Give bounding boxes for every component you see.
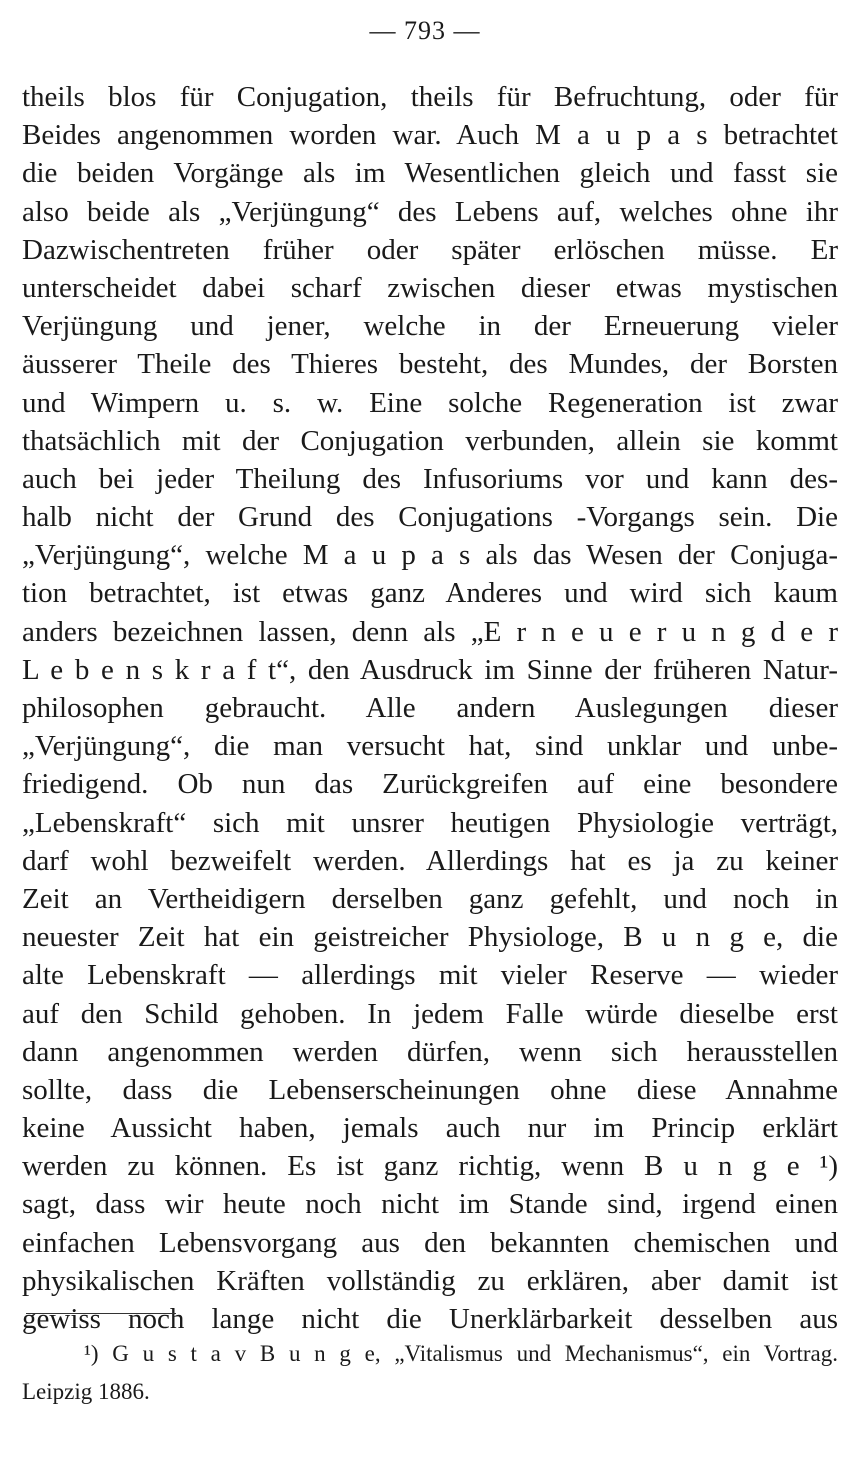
text-line: friedigend. Ob nun das Zurückgreifen auf eine besondere xyxy=(22,768,838,801)
text-line: also beide als „Verjüngung“ des Lebens auf, welches ohne ihr xyxy=(22,195,838,228)
footnote-divider xyxy=(26,1313,176,1314)
text-line: die beiden Vorgänge als im Wesentlichen gleich und fasst sie xyxy=(22,157,838,190)
text-line: unterscheidet dabei scharf zwischen dieser etwas mystischen xyxy=(22,271,838,304)
text-line: Dazwischentreten früher oder später erlöschen müsse. Er xyxy=(22,233,838,266)
text-line: neuester Zeit hat ein geistreicher Physiologe, B u n g e, die xyxy=(22,921,838,954)
text-line: anders bezeichnen lassen, denn als „E r n e u e r u n g d e r xyxy=(22,615,838,648)
text-line: keine Aussicht haben, jemals auch nur im Princip erklärt xyxy=(22,1112,838,1145)
page-number: — 793 — xyxy=(369,16,481,45)
text-line: „Verjüngung“, die man versucht hat, sind unklar und unbe- xyxy=(22,730,838,763)
body-text xyxy=(22,78,838,1338)
text-line: alte Lebenskraft — allerdings mit vieler Reserve — wieder xyxy=(22,959,838,992)
footnote-line: ¹) G u s t a v B u n g e, „Vitalismus und Mechanismus“, ein Vortrag. xyxy=(84,1341,838,1366)
text-line: theils blos für Conjugation, theils für Befruchtung, oder für xyxy=(22,81,838,113)
text-line: gewiss noch lange nicht die Unerklärbarkeit desselben aus xyxy=(22,1303,838,1335)
text-line: tion betrachtet, ist etwas ganz Anderes und wird sich kaum xyxy=(22,577,838,610)
text-line: thatsächlich mit der Conjugation verbunden, allein sie kommt xyxy=(22,424,838,457)
text-line: darf wohl bezweifelt werden. Allerdings hat es ja zu keiner xyxy=(22,844,838,877)
text-line: auf den Schild gehoben. In jedem Falle würde dieselbe erst xyxy=(22,997,838,1030)
text-line: physikalischen Kräften vollständig zu erklären, aber damit ist xyxy=(22,1264,838,1297)
text-line: äusserer Theile des Thieres besteht, des Mundes, der Borsten xyxy=(22,348,838,381)
text-line: Beides angenommen worden war. Auch M a u p a s betrachtet xyxy=(22,119,838,152)
text-line: einfachen Lebensvorgang aus den bekannten chemischen und xyxy=(22,1226,838,1259)
text-line: Zeit an Vertheidigern derselben ganz gefehlt, und noch in xyxy=(22,882,838,915)
text-line: philosophen gebraucht. Alle andern Auslegungen dieser xyxy=(22,692,838,724)
text-line: halb nicht der Grund des Conjugations -Vorgangs sein. Die xyxy=(22,501,838,534)
text-line: sollte, dass die Lebenserscheinungen ohne diese Annahme xyxy=(22,1073,838,1106)
text-line: auch bei jeder Theilung des Infusoriums vor und kann des- xyxy=(22,462,838,495)
text-line: dann angenommen werden dürfen, wenn sich herausstellen xyxy=(22,1035,838,1068)
footnote xyxy=(22,1335,838,1411)
text-line: Verjüngung und jener, welche in der Erneuerung vieler xyxy=(22,310,838,343)
text-line: werden zu können. Es ist ganz richtig, wenn B u n g e ¹) xyxy=(22,1150,838,1183)
text-line: und Wimpern u. s. w. Eine solche Regeneration ist zwar xyxy=(22,386,838,419)
text-line: „Lebenskraft“ sich mit unsrer heutigen Physiologie verträgt, xyxy=(22,806,838,839)
text-line: L e b e n s k r a f t“, den Ausdruck im Sinne der früheren Natur- xyxy=(22,653,838,686)
text-line: sagt, dass wir heute noch nicht im Stande sind, irgend einen xyxy=(22,1188,838,1221)
footnote-line: Leipzig 1886. xyxy=(22,1379,150,1404)
text-line: „Verjüngung“, welche M a u p a s als das Wesen der Conjuga- xyxy=(22,539,838,572)
